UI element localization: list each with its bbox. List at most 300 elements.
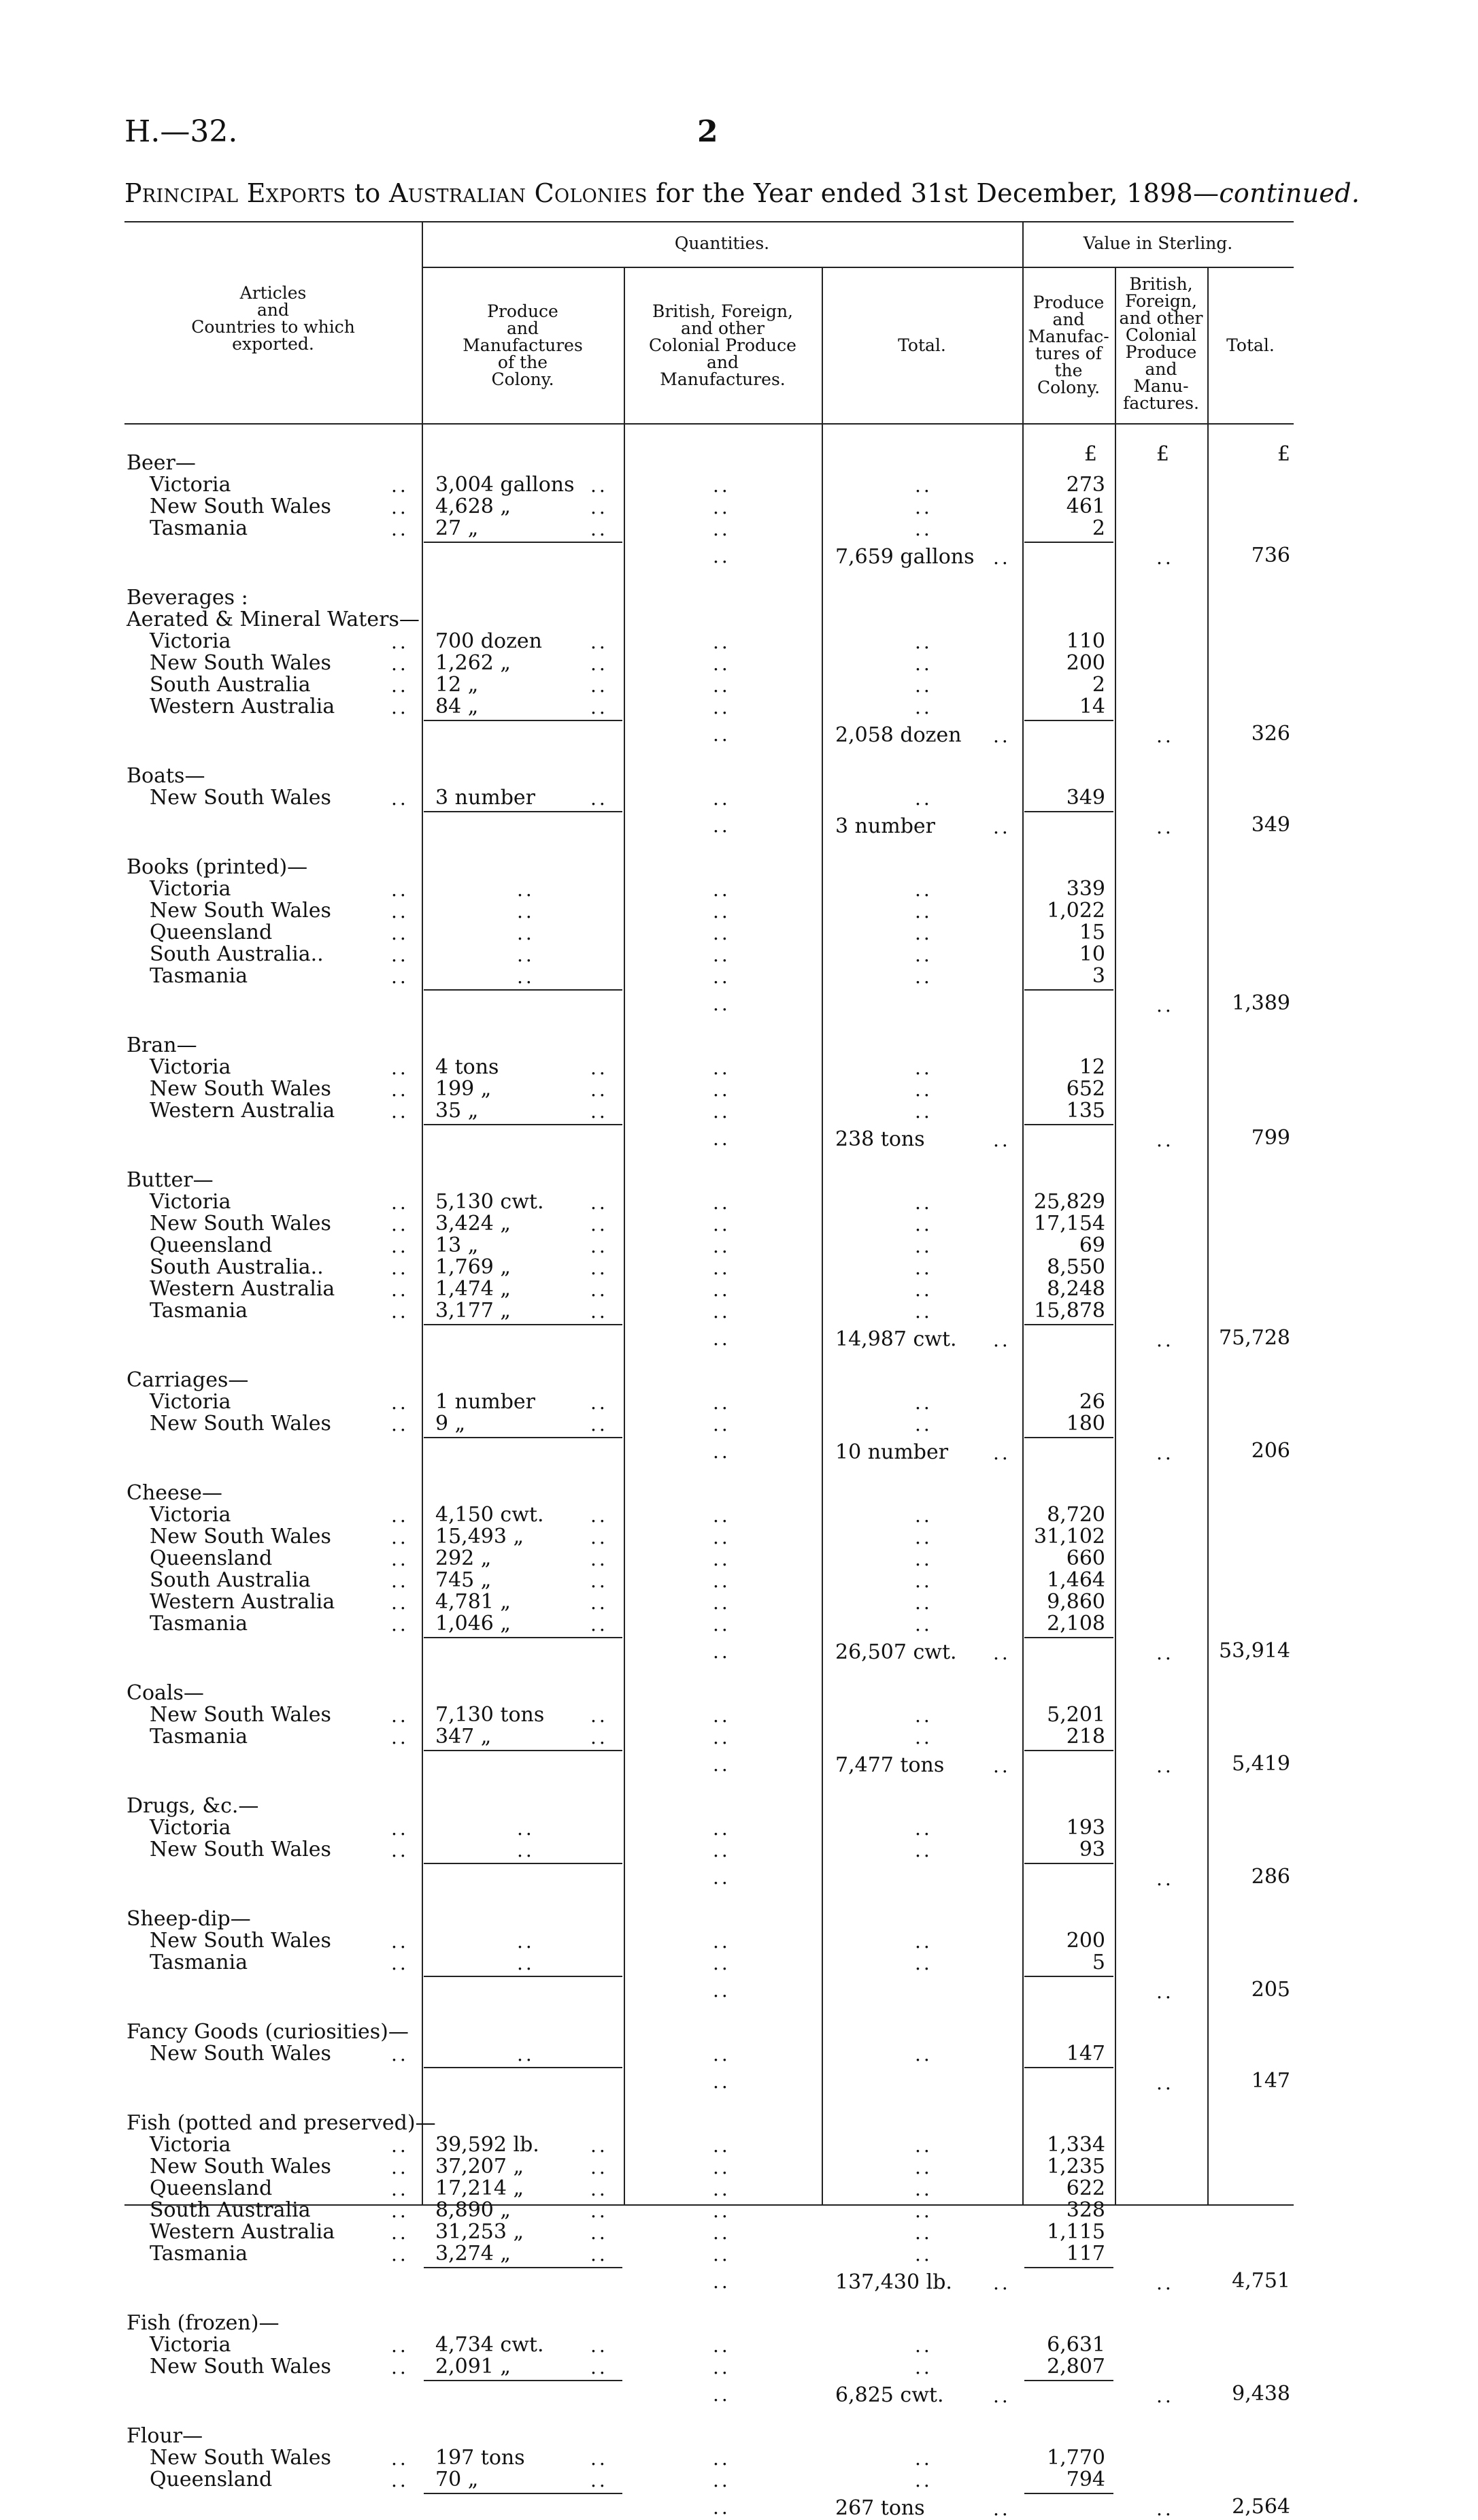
country-name: Tasmania — [150, 1725, 248, 1748]
col-head-line: Manufac- — [1028, 327, 1109, 346]
leader-dots: .. — [713, 1213, 730, 1236]
section-heading: Boats— — [127, 764, 205, 788]
subtotal-rule — [424, 989, 622, 991]
value-produce: 200 — [1066, 651, 1105, 675]
section-heading: Sheep-dip— — [127, 1907, 251, 1931]
quantity-produce: 12 „ — [435, 673, 479, 697]
leader-dots: .. — [713, 2356, 730, 2378]
leader-dots: .. — [391, 1504, 409, 1527]
col-divider — [624, 267, 625, 2204]
quantity-produce: 8,890 „ — [435, 2198, 511, 2222]
leader-dots: .. — [1156, 1868, 1174, 1890]
subtotal-rule — [1024, 1324, 1113, 1325]
leader-dots: .. — [713, 1839, 730, 1861]
leader-dots: .. — [915, 1300, 933, 1323]
section-subheading: Aerated & Mineral Waters— — [127, 608, 420, 631]
col-head-val-produce — [1022, 294, 1115, 396]
leader-dots: .. — [391, 1191, 409, 1214]
leader-dots: .. — [713, 1504, 730, 1527]
quantity-produce: 2,091 „ — [435, 2355, 511, 2378]
leader-dots: .. — [517, 944, 535, 966]
leader-dots: .. — [713, 2200, 730, 2222]
leader-dots: .. — [915, 1548, 933, 1570]
quantity-produce: 700 dozen — [435, 629, 542, 653]
value-total: 286 — [1251, 1865, 1290, 1889]
subtotal-rule — [1024, 1863, 1113, 1864]
subtotal-rule — [424, 2267, 622, 2268]
quantity-produce: 13 „ — [435, 1233, 479, 1257]
leader-dots: .. — [590, 496, 608, 518]
col-head-line: Colony. — [1037, 378, 1101, 397]
leader-dots: .. — [915, 1613, 933, 1636]
country-name: Victoria — [150, 1816, 231, 1840]
col-head-line: and — [256, 300, 289, 320]
leader-dots: .. — [391, 1591, 409, 1614]
leader-dots: .. — [915, 1704, 933, 1727]
quantity-produce: 37,207 „ — [435, 2155, 524, 2178]
leader-dots: .. — [517, 1952, 535, 1974]
quantity-total: 14,987 cwt. — [835, 1327, 957, 1351]
country-name: Western Australia — [150, 695, 335, 718]
leader-dots: .. — [915, 2178, 933, 2200]
leader-dots: .. — [915, 2334, 933, 2357]
value-produce: 10 — [1079, 942, 1105, 966]
value-produce: 135 — [1066, 1099, 1105, 1123]
leader-dots: .. — [590, 1726, 608, 1748]
country-name: New South Wales — [150, 2446, 331, 2470]
section-heading: Coals— — [127, 1681, 204, 1705]
subtotal-rule — [424, 2380, 622, 2381]
value-produce: 794 — [1066, 2468, 1105, 2491]
quantity-produce: 3 number — [435, 786, 536, 810]
value-produce: 218 — [1066, 1725, 1105, 1748]
leader-dots: .. — [590, 2334, 608, 2357]
quantity-produce: 15,493 „ — [435, 1525, 524, 1548]
value-total: 5,419 — [1232, 1752, 1290, 1776]
section-heading: Bran— — [127, 1033, 197, 1057]
leader-dots: .. — [1156, 546, 1174, 569]
leader-dots: .. — [713, 652, 730, 675]
leader-dots: .. — [915, 2469, 933, 2491]
leader-dots: .. — [391, 1391, 409, 1414]
leader-dots: .. — [915, 1078, 933, 1101]
leader-dots: .. — [713, 1278, 730, 1301]
leader-dots: .. — [713, 1391, 730, 1414]
leader-dots: .. — [915, 787, 933, 810]
col-head-line: Countries to which — [191, 317, 355, 337]
col-head-line: Manu- — [1133, 376, 1189, 396]
leader-dots: .. — [391, 1413, 409, 1436]
leader-dots: .. — [391, 474, 409, 497]
leader-dots: .. — [391, 1952, 409, 1974]
country-name: New South Wales — [150, 2042, 331, 2066]
leader-dots: .. — [391, 1235, 409, 1257]
leader-dots: .. — [915, 1952, 933, 1974]
quantity-produce: 27 „ — [435, 516, 479, 540]
leader-dots: .. — [713, 1952, 730, 1974]
leader-dots: .. — [590, 518, 608, 540]
leader-dots: .. — [517, 900, 535, 923]
leader-dots: .. — [915, 518, 933, 540]
subtotal-rule — [424, 542, 622, 543]
subtotal-rule — [424, 1124, 622, 1125]
col-head-line: Total. — [1226, 335, 1275, 355]
value-produce: 1,235 — [1047, 2155, 1105, 2178]
country-name: South Australia — [150, 1568, 311, 1592]
leader-dots: .. — [713, 1440, 730, 1463]
leader-dots: .. — [993, 2272, 1011, 2294]
col-head-line: British, Foreign, — [652, 301, 793, 321]
leader-dots: .. — [713, 2447, 730, 2470]
leader-dots: .. — [915, 1504, 933, 1527]
leader-dots: .. — [391, 2200, 409, 2222]
leader-dots: .. — [993, 2498, 1011, 2520]
country-name: Queensland — [150, 1546, 273, 1570]
title-mid-1: to — [346, 178, 389, 208]
leader-dots: .. — [713, 1548, 730, 1570]
country-name: New South Wales — [150, 1525, 331, 1548]
country-name: Tasmania — [150, 1951, 248, 1974]
subtotal-rule — [1024, 989, 1113, 991]
leader-dots: .. — [590, 1257, 608, 1279]
leader-dots: .. — [590, 2156, 608, 2178]
leader-dots: .. — [1156, 2072, 1174, 2094]
leader-dots: .. — [713, 1057, 730, 1079]
quantity-produce: 1,474 „ — [435, 1277, 511, 1301]
leader-dots: .. — [713, 674, 730, 697]
leader-dots: .. — [915, 1213, 933, 1236]
quantity-produce: 1,262 „ — [435, 651, 511, 675]
country-name: Western Australia — [150, 2220, 335, 2244]
subtotal-rule — [1024, 2267, 1113, 2268]
country-name: Victoria — [150, 877, 231, 901]
leader-dots: .. — [915, 2134, 933, 2157]
col-head-line: of the — [497, 352, 548, 372]
quantity-produce: 3,004 gallons — [435, 473, 575, 497]
leader-dots: .. — [713, 1591, 730, 1614]
value-produce: 147 — [1066, 2042, 1105, 2066]
leader-dots: .. — [391, 1930, 409, 1953]
value-total: 147 — [1251, 2069, 1290, 2093]
value-total: 53,914 — [1219, 1639, 1290, 1663]
leader-dots: .. — [590, 1413, 608, 1436]
leader-dots: .. — [993, 546, 1011, 569]
quantity-total: 6,825 cwt. — [835, 2383, 944, 2407]
col-head-line: exported. — [232, 334, 314, 354]
value-produce: 622 — [1066, 2176, 1105, 2200]
value-produce: 1,115 — [1047, 2220, 1105, 2244]
leader-dots: .. — [713, 2383, 730, 2406]
col-head-line: and other — [1119, 308, 1203, 328]
country-name: Queensland — [150, 2468, 273, 2491]
quantity-produce: 199 „ — [435, 1077, 492, 1101]
leader-dots: .. — [590, 787, 608, 810]
leader-dots: .. — [1156, 2385, 1174, 2407]
section-heading: Flour— — [127, 2424, 203, 2448]
leader-dots: .. — [915, 2156, 933, 2178]
leader-dots: .. — [915, 674, 933, 697]
country-name: New South Wales — [150, 786, 331, 810]
leader-dots: .. — [391, 2447, 409, 2470]
leader-dots: .. — [713, 545, 730, 567]
quantity-produce: 347 „ — [435, 1725, 492, 1748]
leader-dots: .. — [915, 922, 933, 944]
leader-dots: .. — [915, 496, 933, 518]
value-total: 9,438 — [1232, 2382, 1290, 2406]
quantity-produce: 1,769 „ — [435, 1255, 511, 1279]
col-head-articles — [124, 284, 422, 352]
leader-dots: .. — [391, 652, 409, 675]
leader-dots: .. — [590, 631, 608, 653]
quantity-total: 3 number — [835, 814, 936, 838]
col-head-line: the — [1054, 361, 1083, 380]
section-heading: Cheese— — [127, 1481, 222, 1505]
quantity-produce: 745 „ — [435, 1568, 492, 1592]
subtotal-rule — [424, 1437, 622, 1438]
quantity-produce: 35 „ — [435, 1099, 479, 1123]
document-reference: H.—32. — [124, 114, 238, 149]
leader-dots: .. — [993, 1442, 1011, 1464]
leader-dots: .. — [590, 1100, 608, 1123]
col-head-line: British, — [1129, 274, 1193, 294]
value-produce: 14 — [1079, 695, 1105, 718]
title-prefix: Principal Exports — [124, 178, 346, 208]
leader-dots: .. — [391, 944, 409, 966]
value-produce: 6,631 — [1047, 2333, 1105, 2357]
quantity-produce: 292 „ — [435, 1546, 492, 1570]
leader-dots: .. — [1156, 1129, 1174, 1151]
leader-dots: .. — [590, 474, 608, 497]
value-produce: 15,878 — [1034, 1299, 1105, 1323]
country-name: South Australia.. — [150, 942, 324, 966]
subtotal-rule — [424, 811, 622, 812]
col-head-line: Quantities. — [674, 233, 770, 253]
subtotal-rule — [424, 1637, 622, 1638]
leader-dots: .. — [713, 1078, 730, 1101]
quantity-produce: 197 tons — [435, 2446, 525, 2470]
subtotal-rule — [1024, 1976, 1113, 1977]
value-produce: 12 — [1079, 1055, 1105, 1079]
country-name: Tasmania — [150, 1612, 248, 1636]
col-divider — [822, 267, 823, 2204]
leader-dots: .. — [713, 518, 730, 540]
leader-dots: .. — [713, 496, 730, 518]
leader-dots: .. — [915, 1839, 933, 1861]
leader-dots: .. — [713, 2469, 730, 2491]
leader-dots: .. — [391, 2156, 409, 2178]
leader-dots: .. — [713, 787, 730, 810]
value-produce: 5,201 — [1047, 1703, 1105, 1727]
leader-dots: .. — [993, 1129, 1011, 1151]
country-name: Queensland — [150, 1233, 273, 1257]
value-produce: 5 — [1092, 1951, 1105, 1974]
leader-dots: .. — [590, 1078, 608, 1101]
leader-dots: .. — [713, 922, 730, 944]
value-total: 2,564 — [1232, 2495, 1290, 2519]
leader-dots: .. — [915, 900, 933, 923]
country-name: Victoria — [150, 1055, 231, 1079]
col-head-quantities — [422, 235, 1022, 252]
leader-dots: .. — [915, 2221, 933, 2244]
leader-dots: .. — [713, 2243, 730, 2266]
leader-dots: .. — [915, 1726, 933, 1748]
section-heading: Fish (frozen)— — [127, 2311, 280, 2335]
leader-dots: .. — [915, 1391, 933, 1414]
leader-dots: .. — [391, 1057, 409, 1079]
leader-dots: .. — [590, 2243, 608, 2266]
title-mid-2: for the Year ended 31st December, 1898— — [647, 178, 1220, 208]
country-name: New South Wales — [150, 2355, 331, 2378]
value-produce: 660 — [1066, 1546, 1105, 1570]
country-name: Victoria — [150, 629, 231, 653]
leader-dots: .. — [915, 1278, 933, 1301]
leader-dots: .. — [391, 1704, 409, 1727]
value-produce: 15 — [1079, 921, 1105, 944]
value-total: 349 — [1251, 813, 1290, 837]
leader-dots: .. — [915, 652, 933, 675]
leader-dots: .. — [391, 2043, 409, 2066]
value-produce: 1,464 — [1047, 1568, 1105, 1592]
leader-dots: .. — [590, 1391, 608, 1414]
section-heading: Butter— — [127, 1168, 214, 1192]
leader-dots: .. — [391, 2243, 409, 2266]
leader-dots: .. — [713, 2043, 730, 2066]
value-produce: 652 — [1066, 1077, 1105, 1101]
value-produce: 26 — [1079, 1390, 1105, 1414]
leader-dots: .. — [713, 1100, 730, 1123]
leader-dots: .. — [391, 1257, 409, 1279]
country-name: Victoria — [150, 473, 231, 497]
col-head-line: Colonial — [1125, 325, 1197, 345]
leader-dots: .. — [713, 1235, 730, 1257]
value-produce: 25,829 — [1034, 1190, 1105, 1214]
leader-dots: .. — [391, 1548, 409, 1570]
quantity-produce: 4,628 „ — [435, 495, 511, 518]
quantity-total: 10 number — [835, 1440, 949, 1464]
leader-dots: .. — [590, 1300, 608, 1323]
leader-dots: .. — [590, 2200, 608, 2222]
leader-dots: .. — [1156, 1329, 1174, 1351]
quantity-total: 26,507 cwt. — [835, 1640, 957, 1664]
leader-dots: .. — [517, 1839, 535, 1861]
leader-dots: .. — [590, 1613, 608, 1636]
leader-dots: .. — [590, 2221, 608, 2244]
leader-dots: .. — [590, 1591, 608, 1614]
value-total: 326 — [1251, 722, 1290, 746]
leader-dots: .. — [713, 944, 730, 966]
country-name: Victoria — [150, 1190, 231, 1214]
leader-dots: .. — [590, 1191, 608, 1214]
leader-dots: .. — [713, 1753, 730, 1776]
leader-dots: .. — [391, 2221, 409, 2244]
col-divider — [422, 221, 423, 2204]
leader-dots: .. — [713, 2496, 730, 2519]
col-head-line: Manufactures. — [660, 369, 786, 389]
quantity-produce: 3,274 „ — [435, 2242, 511, 2266]
leader-dots: .. — [590, 1548, 608, 1570]
subtotal-rule — [1024, 811, 1113, 812]
value-produce: 2,108 — [1047, 1612, 1105, 1636]
country-name: New South Wales — [150, 495, 331, 518]
quantity-total: 2,058 dozen — [835, 723, 962, 747]
leader-dots: .. — [1156, 1442, 1174, 1464]
country-name: South Australia — [150, 2198, 311, 2222]
col-head-qty-produce — [422, 303, 624, 388]
leader-dots: .. — [915, 878, 933, 901]
quantity-produce: 5,130 cwt. — [435, 1190, 544, 1214]
leader-dots: .. — [517, 878, 535, 901]
leader-dots: .. — [713, 2070, 730, 2093]
col-divider — [1115, 267, 1116, 2204]
country-name: Tasmania — [150, 516, 248, 540]
quantity-produce: 4,734 cwt. — [435, 2333, 544, 2357]
country-name: Western Australia — [150, 1099, 335, 1123]
leader-dots: .. — [517, 965, 535, 988]
value-produce: 9,860 — [1047, 1590, 1105, 1614]
leader-dots: .. — [517, 1817, 535, 1840]
value-produce: 69 — [1079, 1233, 1105, 1257]
value-produce: 273 — [1066, 473, 1105, 497]
col-head-line: factures. — [1123, 393, 1199, 413]
subtotal-rule — [1024, 1637, 1113, 1638]
leader-dots: .. — [391, 1213, 409, 1236]
leader-dots: .. — [1156, 2272, 1174, 2294]
leader-dots: .. — [1156, 2498, 1174, 2520]
title-suffix: continued. — [1219, 178, 1360, 208]
value-produce: 8,550 — [1047, 1255, 1105, 1279]
country-name: Victoria — [150, 1390, 231, 1414]
subtotal-rule — [424, 1750, 622, 1751]
value-produce: 2,807 — [1047, 2355, 1105, 2378]
leader-dots: .. — [713, 1817, 730, 1840]
quantity-total: 7,659 gallons — [835, 545, 975, 569]
country-name: New South Wales — [150, 1077, 331, 1101]
leader-dots: .. — [915, 1057, 933, 1079]
leader-dots: .. — [713, 814, 730, 837]
leader-dots: .. — [993, 2385, 1011, 2407]
leader-dots: .. — [713, 878, 730, 901]
col-head-line: and other — [681, 318, 765, 338]
leader-dots: .. — [391, 631, 409, 653]
value-total: 205 — [1251, 1978, 1290, 2002]
value-produce: 2 — [1092, 673, 1105, 697]
leader-dots: .. — [713, 2270, 730, 2293]
leader-dots: .. — [713, 993, 730, 1015]
subtotal-rule — [1024, 1437, 1113, 1438]
leader-dots: .. — [915, 2243, 933, 2266]
leader-dots: .. — [391, 1526, 409, 1548]
leader-dots: .. — [590, 1570, 608, 1592]
value-produce: 461 — [1066, 495, 1105, 518]
country-name: New South Wales — [150, 1929, 331, 1953]
col-head-line: Total. — [898, 335, 946, 355]
leader-dots: .. — [391, 1278, 409, 1301]
leader-dots: .. — [391, 1078, 409, 1101]
leader-dots: .. — [590, 1057, 608, 1079]
col-head-line: Produce — [1032, 293, 1105, 312]
leader-dots: .. — [713, 2221, 730, 2244]
leader-dots: .. — [391, 1100, 409, 1123]
quantity-produce: 39,592 lb. — [435, 2133, 539, 2157]
leader-dots: .. — [915, 696, 933, 718]
country-name: Western Australia — [150, 1277, 335, 1301]
leader-dots: .. — [915, 631, 933, 653]
subtotal-rule — [1024, 542, 1113, 543]
country-name: Queensland — [150, 2176, 273, 2200]
col-head-qty-total — [822, 337, 1022, 354]
section-heading: Fancy Goods (curiosities)— — [127, 2020, 409, 2044]
leader-dots: .. — [993, 1755, 1011, 1777]
